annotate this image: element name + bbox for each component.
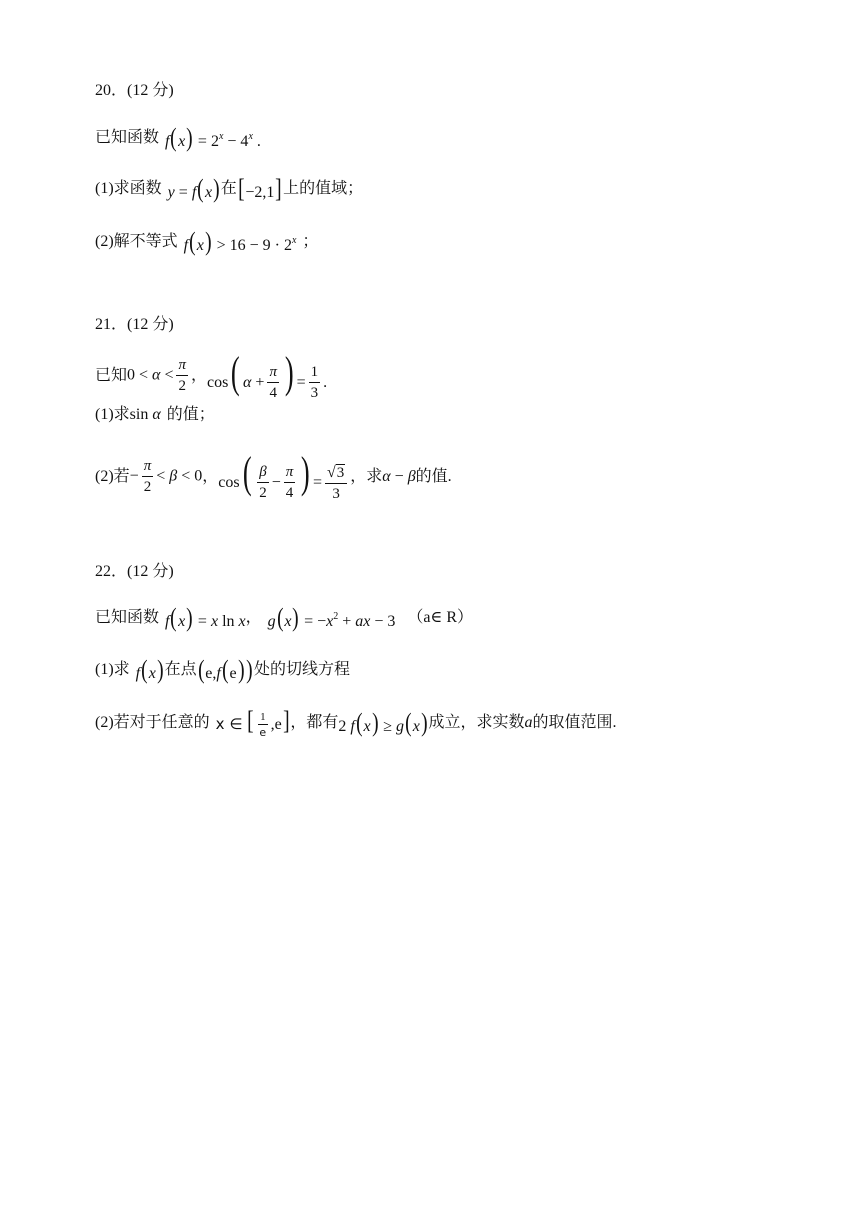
- q22-part1-func: f(x): [135, 655, 164, 684]
- q20-part2-inequality: $f(x) > 16 - 9 \cdot 2^x$: [183, 227, 297, 256]
- q22-part1-mid: 在点: [164, 661, 197, 678]
- q21-part1-sin: sin α: [129, 406, 161, 423]
- q21-part1-suffix: 的值；: [166, 406, 215, 423]
- q22-formula-g: $g(x) = -x^2$ + ax − 3: [267, 603, 396, 632]
- q20-part1: [95, 176, 363, 202]
- q21-cos-condition: cos( α + $\frac{\pi}{4}$ ) = $\frac{1}{3}$ .: [207, 348, 328, 402]
- q21-alpha-range: 0 < α < $\frac{\pi}{2}$: [127, 357, 186, 395]
- q21-stem-prefix: 已知: [95, 367, 128, 385]
- q21-part2: (2)若 − $\frac{\pi}{2}$ < β < 0 ， cos( $\frac{\beta}{2}$ − $\frac{\pi}{4}$ ) = √ 3 3 ，求 α − β 的值.: [95, 448, 452, 503]
- q22-stem: 已知函数 f(x) = x ln x ， $g(x) = -x^2$ + ax − 3 （a∈ R）: [95, 603, 474, 632]
- q20-stem: [95, 125, 261, 151]
- q21-part1-prefix: (1)求: [95, 406, 130, 423]
- q22-part1: [95, 657, 350, 683]
- q22-part2-domain: x ∈ [ $\frac{1}{e}$ ,e]: [215, 706, 290, 740]
- q22-part1-point: (e,f(e)): [197, 655, 253, 684]
- q22-formula-f: f(x) = x ln x: [165, 603, 246, 632]
- q22-header: 22．(12 分): [95, 563, 174, 580]
- q20-part2-prefix: (2)解不等式: [95, 233, 178, 250]
- q20-header: 20．(12 分): [95, 82, 174, 99]
- q21-part2-mid: ，求: [350, 467, 383, 485]
- q20-formula-f: $f(x) = 2^x - 4^x$ .: [165, 123, 261, 152]
- q22-part2-mid2: 成立，求实数: [428, 714, 525, 732]
- q22-part1-prefix: (1)求: [95, 661, 130, 678]
- q21-cos-beta-condition: cos( $\frac{\beta}{2}$ − $\frac{\pi}{4}$ ) = √ 3 3: [218, 451, 350, 502]
- q21-part2-suffix: 的值.: [415, 467, 452, 485]
- q22-stem-prefix: 已知函数: [95, 609, 160, 626]
- q22-part2-prefix: (2)若对于任意的: [95, 714, 210, 732]
- q22-part2-mid: ，都有: [290, 714, 339, 732]
- q21-part2-prefix: (2)若: [95, 467, 130, 485]
- q21-part1: [95, 407, 215, 423]
- q20-stem-prefix: 已知函数: [95, 129, 160, 146]
- q20-part2-suffix: ；: [302, 233, 319, 250]
- q20-part1-prefix: (1)求函数: [95, 180, 162, 197]
- q22-stem-note: （a∈ R）: [407, 609, 474, 626]
- q20-part1-func: y = f(x): [167, 174, 220, 203]
- q22-part1-suffix: 处的切线方程: [253, 661, 350, 678]
- q21-header: 21．(12 分): [95, 316, 174, 333]
- q20-part1-suffix: 上的值域；: [283, 180, 364, 197]
- q21-beta-range: − $\frac{\pi}{2}$ < β < 0: [129, 457, 203, 495]
- q21-alpha-minus-beta: α − β: [382, 467, 416, 485]
- q22-part2-var-a: a: [524, 714, 533, 732]
- q22-part2-suffix: 的取值范围.: [532, 714, 617, 732]
- q21-stem: 已知 0 < α < $\frac{\pi}{2}$ ， cos( α + $\frac{\pi}{4}$ ) = $\frac{1}{3}$ .: [95, 348, 328, 402]
- q20-part2: [95, 229, 318, 255]
- q22-part2: [95, 708, 617, 738]
- q20-part1-mid: 在: [220, 180, 237, 197]
- q22-part2-inequality: 2 f(x) ≥ g(x): [338, 708, 428, 738]
- q20-part1-interval: [−2,1]: [237, 174, 283, 203]
